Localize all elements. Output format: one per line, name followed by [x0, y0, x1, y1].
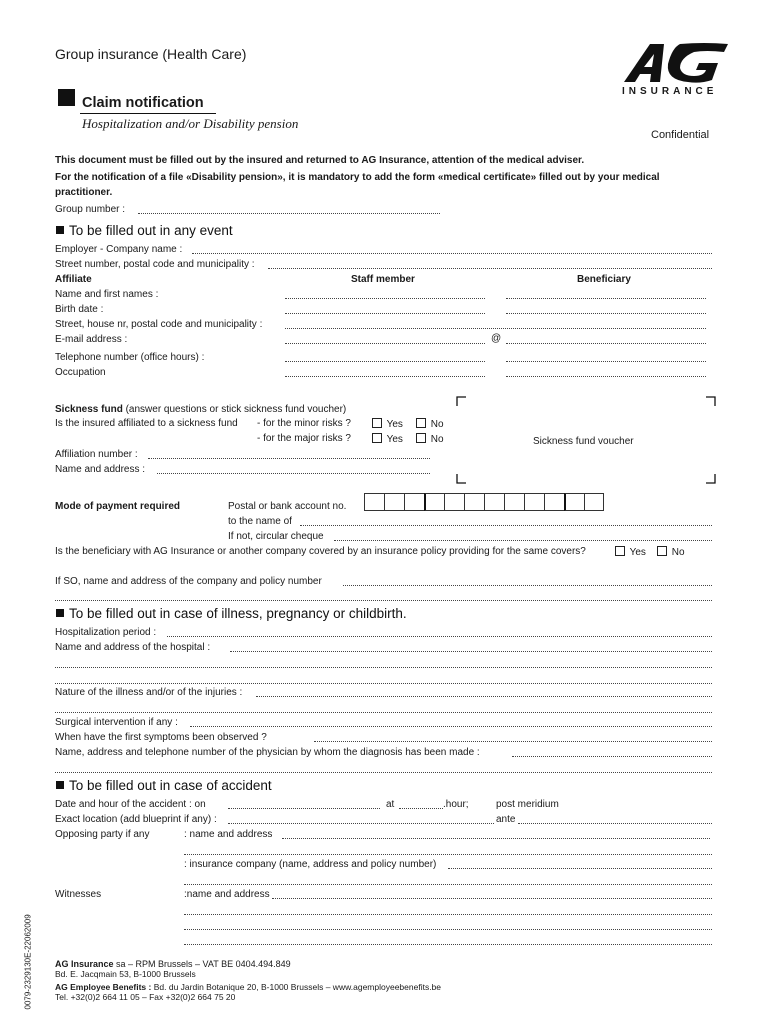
- accident-at-label: at: [386, 799, 395, 810]
- telephone-label: Telephone number (office hours) :: [55, 352, 205, 363]
- opposing-name-field[interactable]: [282, 838, 710, 839]
- witness-field-1[interactable]: [272, 898, 712, 899]
- section-accident-title: To be filled out in case of accident: [69, 778, 272, 793]
- footer-company: [55, 959, 291, 969]
- opposing-insurance-field[interactable]: [448, 868, 712, 869]
- symptoms-field[interactable]: [314, 741, 712, 742]
- yes-label: Yes: [386, 419, 403, 430]
- account-cell[interactable]: [404, 493, 424, 511]
- if-so-field[interactable]: [343, 585, 712, 586]
- surgical-field[interactable]: [190, 726, 712, 727]
- affiliate-label: Affiliate: [55, 274, 92, 285]
- side-document-code: 0079-2329130E-22062009: [23, 914, 33, 1010]
- street-label: Street number, postal code and municipality :: [55, 259, 255, 270]
- if-so-field-2[interactable]: [55, 600, 712, 601]
- surgical-label: Surgical intervention if any :: [55, 717, 178, 728]
- witness-name-label: :name and address: [184, 889, 270, 900]
- intro-line-2: For the notification of a file «Disability pension», it is mandatory to add the form «medical certificate» filled out by your medical: [55, 172, 660, 183]
- checkbox-icon[interactable]: [657, 546, 667, 556]
- street-house-label: Street, house nr, postal code and municipality :: [55, 319, 263, 330]
- affiliation-number-label: Affiliation number :: [55, 449, 138, 460]
- employer-label: Employer - Company name :: [55, 244, 183, 255]
- sickness-fund-voucher-label: Sickness fund voucher: [533, 436, 634, 447]
- physician-field[interactable]: [512, 756, 712, 757]
- section-accident-heading: [56, 778, 272, 793]
- section-bullet-icon: [56, 226, 64, 234]
- exact-location-field-2[interactable]: [518, 823, 712, 824]
- witnesses-label: Witnesses: [55, 889, 102, 900]
- major-no-option[interactable]: [416, 433, 444, 445]
- account-cell[interactable]: [424, 493, 444, 511]
- if-so-label: If SO, name and address of the company and policy number: [55, 576, 322, 587]
- intro-line-3: practitioner.: [55, 187, 113, 198]
- intro-line-1: This document must be filled out by the insured and returned to AG Insurance, attention of the medical adviser.: [55, 155, 585, 166]
- hospitalization-period-label: Hospitalization period :: [55, 627, 157, 638]
- account-cell[interactable]: [584, 493, 604, 511]
- staff-name-field[interactable]: [285, 298, 485, 299]
- witness-field-2[interactable]: [184, 914, 712, 915]
- opposing-insurance-field-2[interactable]: [184, 884, 712, 885]
- hospital-field-3[interactable]: [55, 683, 712, 684]
- sickness-name-address-field[interactable]: [157, 473, 430, 474]
- footer-company-details: sa – RPM Brussels – VAT BE 0404.494.849: [113, 959, 291, 969]
- section-any-event-heading: [56, 223, 233, 238]
- hospitalization-period-field[interactable]: [167, 636, 712, 637]
- minor-risks-label: - for the minor risks ?: [257, 418, 351, 429]
- footer-address: Bd. E. Jacqmain 53, B-1000 Brussels: [55, 969, 196, 979]
- account-cell[interactable]: [464, 493, 484, 511]
- sickness-name-address-label: Name and address :: [55, 464, 146, 475]
- opposing-name-field-2[interactable]: [184, 854, 712, 855]
- payment-mode-label: Mode of payment required: [55, 501, 181, 512]
- ag-logo: [618, 36, 730, 98]
- account-cell[interactable]: [504, 493, 524, 511]
- section-bullet-icon: [56, 781, 64, 789]
- employer-field[interactable]: [192, 253, 712, 254]
- email-label: E-mail address :: [55, 334, 128, 345]
- affiliation-number-field[interactable]: [148, 458, 430, 459]
- section-any-event-title: To be filled out in any event: [69, 223, 233, 238]
- staff-occupation-field[interactable]: [285, 376, 485, 377]
- name-first-label: Name and first names :: [55, 289, 159, 300]
- account-cell[interactable]: [364, 493, 384, 511]
- confidential-label: Confidential: [651, 129, 710, 141]
- opposing-name-label: : name and address: [184, 829, 273, 840]
- group-number-field[interactable]: [138, 213, 440, 214]
- footer-employee-benefits: [55, 982, 441, 992]
- circular-cheque-label: If not, circular cheque: [228, 531, 324, 542]
- beneficiary-telephone-field[interactable]: [506, 361, 706, 362]
- beneficiary-birth-field[interactable]: [506, 313, 706, 314]
- claim-square-icon: [58, 89, 75, 106]
- same-cover-yes-option[interactable]: [615, 546, 646, 558]
- at-sign: @: [491, 333, 502, 344]
- post-meridium-option[interactable]: post meridium: [496, 799, 559, 810]
- opposing-insurance-label: : insurance company (name, address and policy number): [184, 859, 437, 870]
- staff-member-header: Staff member: [351, 274, 415, 285]
- accident-date-field[interactable]: [228, 808, 380, 809]
- email-user-field[interactable]: [285, 343, 485, 344]
- nature-field-2[interactable]: [55, 712, 712, 713]
- staff-birth-field[interactable]: [285, 313, 485, 314]
- claim-title-underline: [80, 113, 216, 114]
- claim-subtitle: Hospitalization and/or Disability pension: [82, 116, 299, 131]
- checkbox-icon[interactable]: [372, 418, 382, 428]
- footer-eb-name: AG Employee Benefits :: [55, 982, 152, 992]
- ante-option[interactable]: ante: [496, 814, 516, 825]
- checkbox-icon[interactable]: [372, 433, 382, 443]
- staff-telephone-field[interactable]: [285, 361, 485, 362]
- beneficiary-name-field[interactable]: [506, 298, 706, 299]
- no-label: No: [430, 419, 444, 430]
- postal-account-label: Postal or bank account no.: [228, 501, 347, 512]
- no-label: No: [671, 547, 685, 558]
- sickness-fund-title: [55, 404, 346, 415]
- to-name-label: to the name of: [228, 516, 292, 527]
- account-cell[interactable]: [564, 493, 584, 511]
- section-illness-heading: [56, 606, 407, 621]
- yes-label: Yes: [386, 434, 403, 445]
- account-cell[interactable]: [544, 493, 564, 511]
- account-number-cells[interactable]: [364, 493, 604, 511]
- hospital-label: Name and address of the hospital :: [55, 642, 211, 653]
- major-risks-label: - for the major risks ?: [257, 433, 351, 444]
- checkbox-icon[interactable]: [416, 433, 426, 443]
- group-number-label: Group number :: [55, 204, 126, 215]
- physician-field-2[interactable]: [55, 772, 712, 773]
- exact-location-label: Exact location (add blueprint if any) :: [55, 814, 217, 825]
- witness-field-3[interactable]: [184, 929, 712, 930]
- symptoms-label: When have the first symptoms been observed ?: [55, 732, 267, 743]
- checkbox-icon[interactable]: [416, 418, 426, 428]
- yes-label: Yes: [629, 547, 646, 558]
- footer-company-name: AG Insurance: [55, 959, 114, 969]
- minor-yes-option[interactable]: [372, 418, 403, 430]
- account-cell[interactable]: [444, 493, 464, 511]
- opposing-party-label: Opposing party if any: [55, 829, 150, 840]
- footer-telephone: Tel. +32(0)2 664 11 05 – Fax +32(0)2 664 75 20: [55, 992, 236, 1002]
- beneficiary-occupation-field[interactable]: [506, 376, 706, 377]
- to-name-field[interactable]: [300, 525, 712, 526]
- same-cover-question: Is the beneficiary with AG Insurance or another company covered by an insurance policy providing for the same covers?: [55, 546, 586, 557]
- accident-hour-field[interactable]: [399, 808, 443, 809]
- account-cell[interactable]: [384, 493, 404, 511]
- group-insurance-title: Group insurance (Health Care): [55, 46, 247, 62]
- insurance-wordmark: INSURANCE: [622, 86, 718, 97]
- sickness-fund-title-rest: (answer questions or stick sickness fund voucher): [122, 404, 347, 415]
- birth-date-label: Birth date :: [55, 304, 104, 315]
- sickness-question: Is the insured affiliated to a sickness fund: [55, 418, 238, 429]
- sickness-fund-title-bold: Sickness fund: [55, 404, 123, 415]
- accident-date-label: Date and hour of the accident : on: [55, 799, 206, 810]
- account-cell[interactable]: [524, 493, 544, 511]
- hospital-field[interactable]: [230, 651, 712, 652]
- nature-field[interactable]: [256, 696, 712, 697]
- claim-title: Claim notification: [82, 95, 204, 111]
- witness-field-4[interactable]: [184, 944, 712, 945]
- no-label: No: [430, 434, 444, 445]
- physician-label: Name, address and telephone number of the physician by whom the diagnosis has been made :: [55, 747, 480, 758]
- hospital-field-2[interactable]: [55, 667, 712, 668]
- section-illness-title: To be filled out in case of illness, pregnancy or childbirth.: [69, 606, 407, 621]
- minor-no-option[interactable]: [416, 418, 444, 430]
- same-cover-no-option[interactable]: [657, 546, 685, 558]
- exact-location-field[interactable]: [228, 823, 494, 824]
- street-field[interactable]: [268, 268, 712, 269]
- street-house-field[interactable]: [285, 328, 706, 329]
- section-bullet-icon: [56, 609, 64, 617]
- footer-eb-details: Bd. du Jardin Botanique 20, B-1000 Brussels – www.agemployeebenefits.be: [151, 982, 442, 992]
- account-cell[interactable]: [484, 493, 504, 511]
- beneficiary-header: Beneficiary: [577, 274, 631, 285]
- checkbox-icon[interactable]: [615, 546, 625, 556]
- email-domain-field[interactable]: [506, 343, 706, 344]
- hour-label: .hour;: [443, 799, 469, 810]
- circular-cheque-field[interactable]: [334, 540, 712, 541]
- occupation-label: Occupation: [55, 367, 106, 378]
- nature-label: Nature of the illness and/or of the injuries :: [55, 687, 243, 698]
- major-yes-option[interactable]: [372, 433, 403, 445]
